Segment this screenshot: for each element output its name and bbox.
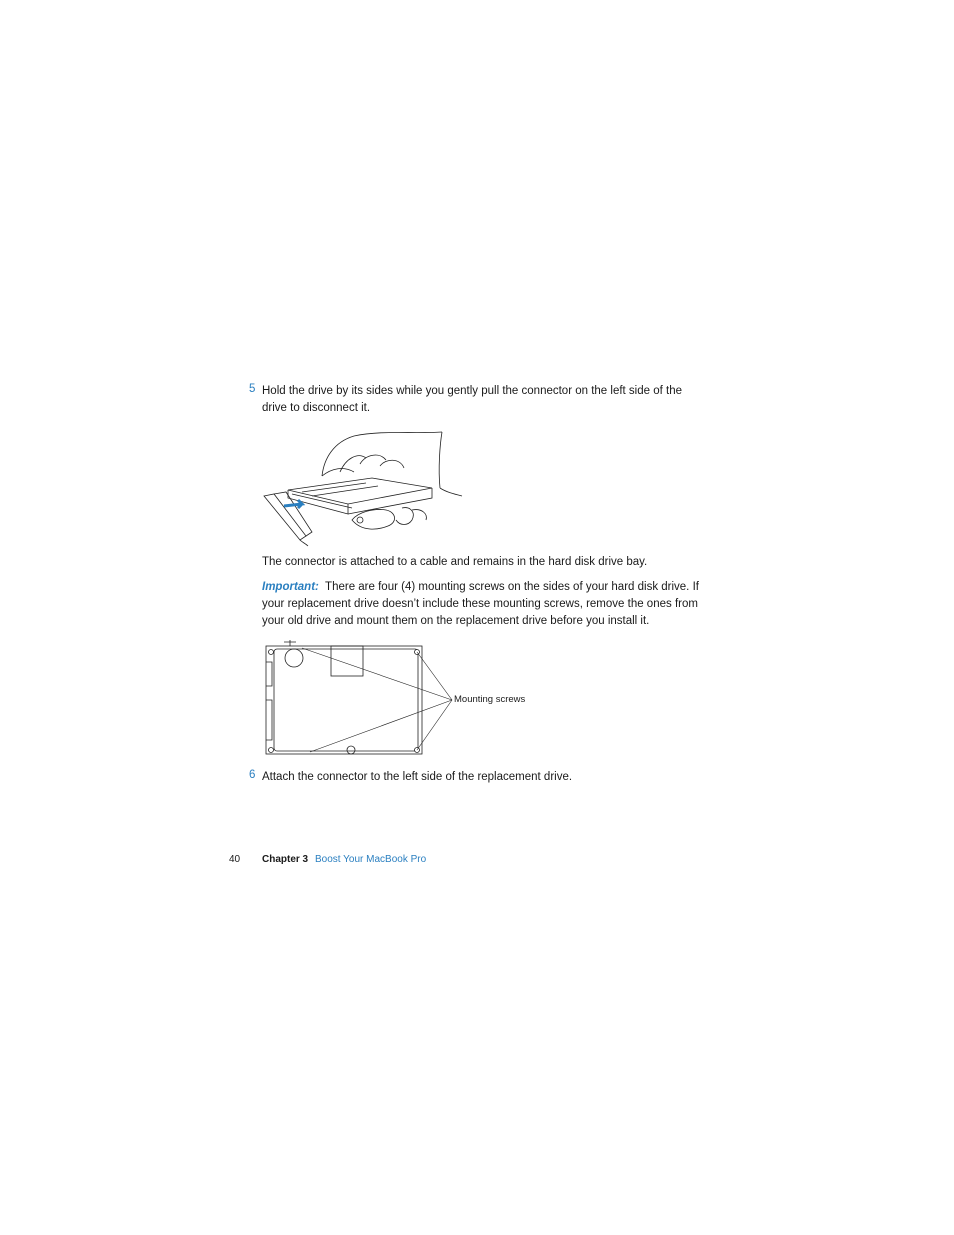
mounting-screws-callout: Mounting screws <box>454 694 526 705</box>
step-number-5: 5 <box>249 383 256 395</box>
connector-note: The connector is attached to a cable and remains in the hard disk drive bay. <box>262 556 648 568</box>
chapter-title-link[interactable]: Boost Your MacBook Pro <box>315 854 427 865</box>
screw-top-left-icon <box>269 650 274 655</box>
hand-pulling-connector-illustration <box>262 428 467 548</box>
important-label: Important: <box>262 581 319 593</box>
important-text: There are four (4) mounting screws on the sides of your hard disk drive. If your replacement drive doesn’t include these mounting screws, remove the ones from your old drive and mount them on the replacement drive before you install it. <box>262 581 699 627</box>
step-5-text: Hold the drive by its sides while you gently pull the connector on the left side of the drive to disconnect it. <box>262 385 682 414</box>
chapter-label: Chapter 3 <box>262 854 309 865</box>
step-6-text: Attach the connector to the left side of the replacement drive. <box>262 771 573 783</box>
page-number: 40 <box>229 854 241 865</box>
important-paragraph <box>262 579 700 630</box>
pull-direction-arrow-icon <box>284 500 302 508</box>
step-number-6: 6 <box>249 769 256 781</box>
callout-leader-lines <box>302 648 452 752</box>
hard-drive-mounting-screws-illustration <box>262 640 462 762</box>
screw-bottom-left-icon <box>269 748 274 753</box>
